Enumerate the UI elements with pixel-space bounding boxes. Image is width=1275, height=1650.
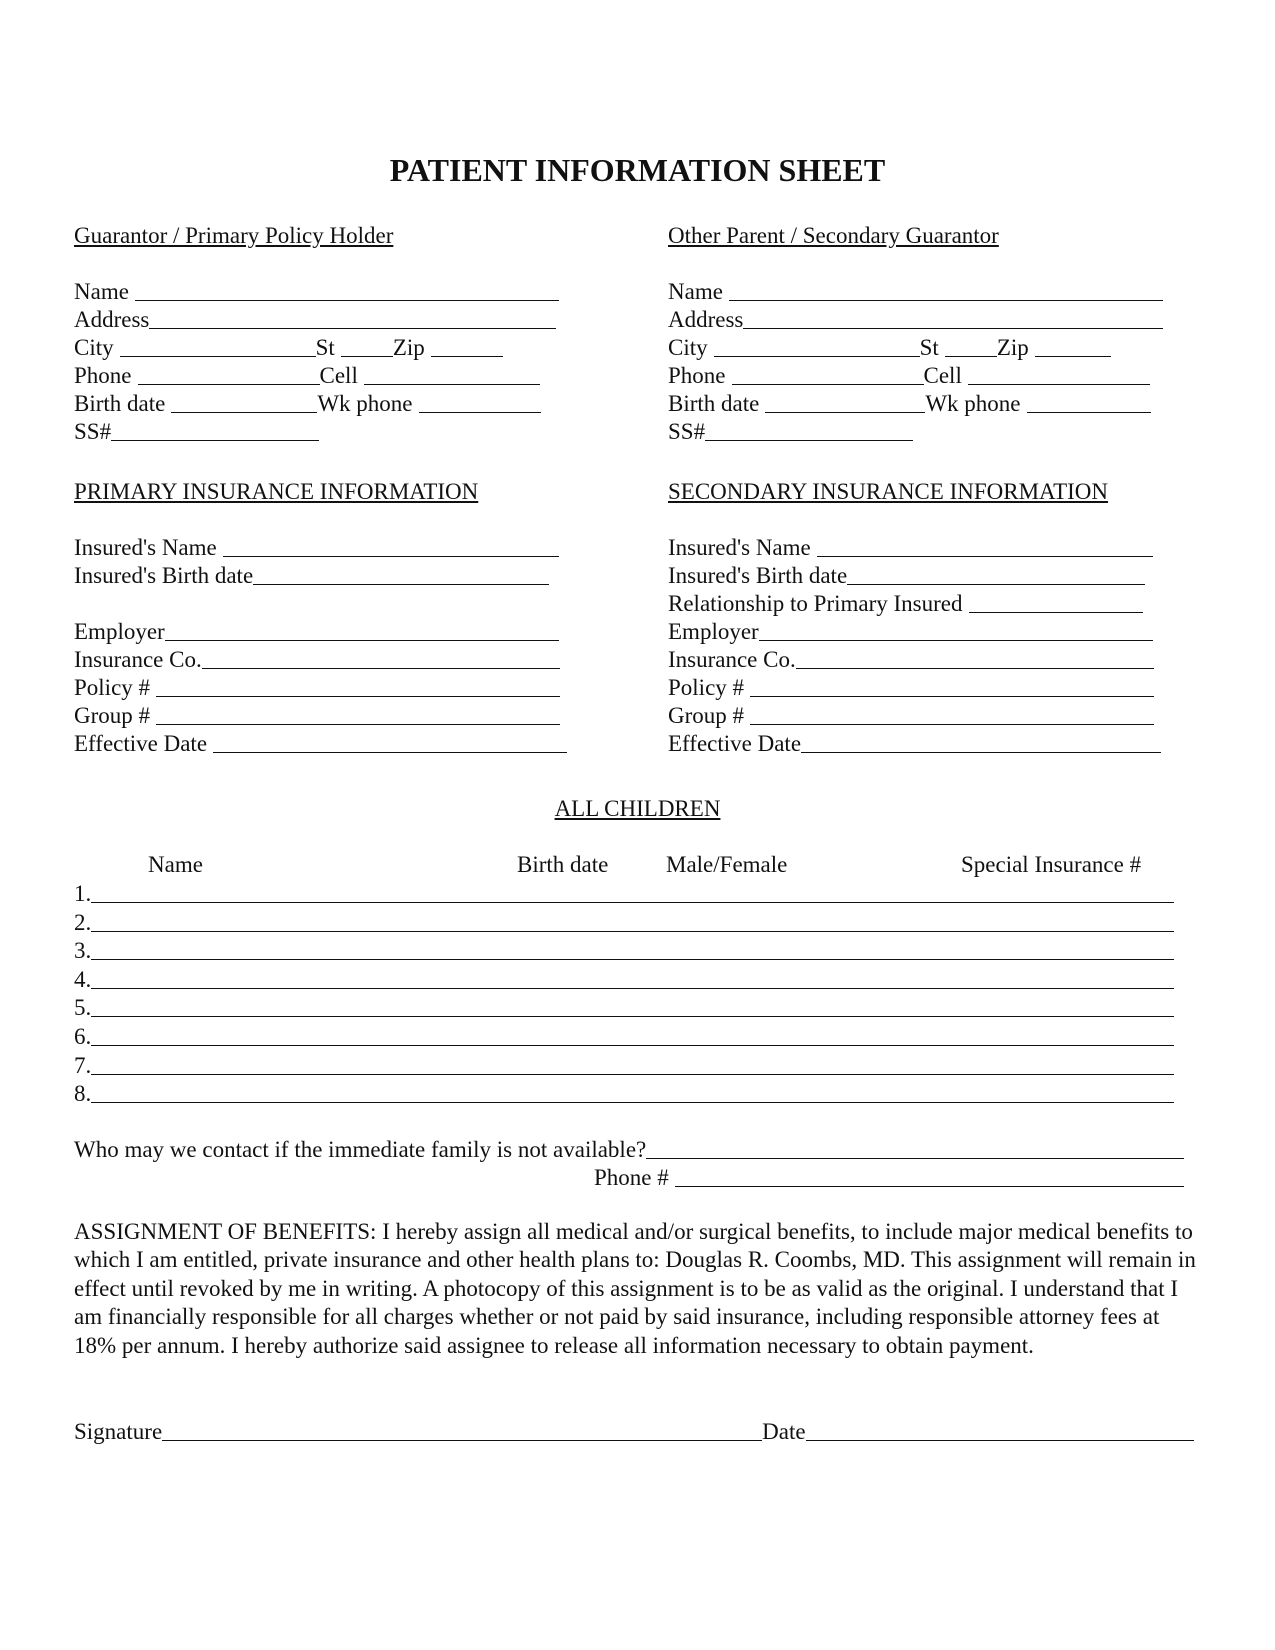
guarantor-ss-field[interactable] xyxy=(111,439,319,441)
primary-policy-field[interactable] xyxy=(156,695,560,697)
guarantor-heading: Guarantor / Primary Policy Holder xyxy=(74,223,394,248)
primary-effective-label: Effective Date xyxy=(74,731,208,756)
signature-label: Signature xyxy=(74,1419,163,1444)
secondary-ss-label: SS# xyxy=(668,419,706,444)
secondary-address-field[interactable] xyxy=(743,327,1163,329)
child-row-number: 8. xyxy=(74,1081,92,1107)
child-row-number: 3. xyxy=(74,938,92,964)
guarantor-birthdate-label: Birth date xyxy=(74,391,166,416)
secondary-st-field[interactable] xyxy=(945,355,997,357)
children-heading: ALL CHILDREN xyxy=(554,796,721,821)
guarantor-birthdate-field[interactable] xyxy=(171,411,317,413)
guarantor-section xyxy=(74,222,584,446)
secondary-ss-field[interactable] xyxy=(705,439,913,441)
child-row[interactable] xyxy=(74,966,1174,995)
guarantor-st-label: St xyxy=(315,335,335,360)
secondary-birthdate-field[interactable] xyxy=(765,411,925,413)
child-row-field[interactable] xyxy=(91,1073,1174,1075)
guarantor-phone-label: Phone xyxy=(74,363,132,388)
secondary-city-label: City xyxy=(668,335,708,360)
primary-employer-label: Employer xyxy=(74,619,165,644)
date-field[interactable] xyxy=(806,1439,1194,1441)
children-list xyxy=(74,880,1174,1109)
emergency-contact-section xyxy=(74,1136,1184,1192)
child-row-number: 6. xyxy=(74,1023,92,1049)
child-row[interactable] xyxy=(74,1080,1174,1109)
child-row-number: 5. xyxy=(74,995,92,1021)
guarantor-zip-label: Zip xyxy=(392,335,425,360)
primary-insurance-section xyxy=(74,478,584,758)
child-row-field[interactable] xyxy=(91,901,1174,903)
secondary-effective-label: Effective Date xyxy=(668,731,802,756)
guarantor-wkphone-field[interactable] xyxy=(419,411,541,413)
contact-phone-label: Phone # xyxy=(594,1165,669,1190)
primary-group-field[interactable] xyxy=(156,723,560,725)
primary-insurance-co-label: Insurance Co. xyxy=(74,647,202,672)
children-column-headers xyxy=(0,851,1275,879)
child-row-field[interactable] xyxy=(91,987,1174,989)
signature-section xyxy=(74,1418,1194,1446)
secondary-birthdate-label: Birth date xyxy=(668,391,760,416)
secondary-guarantor-section xyxy=(668,222,1188,446)
primary-effective-field[interactable] xyxy=(213,751,567,753)
child-row[interactable] xyxy=(74,909,1174,938)
child-row-number: 7. xyxy=(74,1052,92,1078)
date-label: Date xyxy=(762,1419,806,1444)
guarantor-wkphone-label: Wk phone xyxy=(317,391,413,416)
child-row-number: 2. xyxy=(74,909,92,935)
child-row-field[interactable] xyxy=(91,958,1174,960)
guarantor-address-field[interactable] xyxy=(149,327,556,329)
secondary-phone-field[interactable] xyxy=(732,383,924,385)
guarantor-ss-label: SS# xyxy=(74,419,112,444)
secondary-insurance-co-field[interactable] xyxy=(796,667,1154,669)
primary-policy-label: Policy # xyxy=(74,675,151,700)
secondary-insurance-heading: SECONDARY INSURANCE INFORMATION xyxy=(668,479,1109,504)
children-col-sex: Male/Female xyxy=(666,852,788,877)
children-col-name: Name xyxy=(148,852,203,877)
secondary-name-field[interactable] xyxy=(729,299,1163,301)
secondary-zip-field[interactable] xyxy=(1035,355,1111,357)
secondary-st-label: St xyxy=(919,335,939,360)
primary-insurance-co-field[interactable] xyxy=(202,667,560,669)
secondary-zip-label: Zip xyxy=(996,335,1029,360)
secondary-group-field[interactable] xyxy=(750,723,1154,725)
secondary-guarantor-heading: Other Parent / Secondary Guarantor xyxy=(668,223,999,248)
secondary-address-label: Address xyxy=(668,307,744,332)
secondary-cell-label: Cell xyxy=(923,363,962,388)
primary-group-label: Group # xyxy=(74,703,151,728)
secondary-phone-label: Phone xyxy=(668,363,726,388)
child-row[interactable] xyxy=(74,1052,1174,1081)
secondary-policy-field[interactable] xyxy=(750,695,1154,697)
contact-phone-field[interactable] xyxy=(675,1185,1184,1187)
secondary-effective-field[interactable] xyxy=(801,751,1161,753)
primary-insured-name-label: Insured's Name xyxy=(74,535,217,560)
secondary-relationship-field[interactable] xyxy=(969,611,1143,613)
assignment-of-benefits: ASSIGNMENT OF BENEFITS: I hereby assign all medical and/or surgical benefits, to include major medical benefits to which I am entitled, private insurance and other health plans to: Douglas R. Coombs, MD. This assignment will remain in effect until revoked by me in writing. A photocopy of this assignment is to be as valid as the original. I understand that I am financially responsible for all charges whether or not paid by said insurance, including responsible attorney fees at 18% per annum. I hereby authorize said assignee to release all information necessary to obtain payment. xyxy=(74,1219,1196,1358)
primary-insurance-heading: PRIMARY INSURANCE INFORMATION xyxy=(74,479,479,504)
guarantor-cell-label: Cell xyxy=(319,363,358,388)
primary-employer-field[interactable] xyxy=(165,639,559,641)
children-col-insurance: Special Insurance # xyxy=(961,852,1142,877)
secondary-name-label: Name xyxy=(668,279,723,304)
secondary-employer-label: Employer xyxy=(668,619,759,644)
child-row-number: 1. xyxy=(74,881,92,906)
child-row-field[interactable] xyxy=(91,1101,1174,1103)
signature-field[interactable] xyxy=(162,1439,762,1441)
child-row[interactable] xyxy=(74,994,1174,1023)
secondary-policy-label: Policy # xyxy=(668,675,745,700)
secondary-cell-field[interactable] xyxy=(968,383,1150,385)
guarantor-cell-field[interactable] xyxy=(364,383,540,385)
child-row-number: 4. xyxy=(74,966,92,992)
secondary-relationship-label: Relationship to Primary Insured xyxy=(668,591,963,616)
secondary-wkphone-label: Wk phone xyxy=(925,391,1021,416)
page-title: PATIENT INFORMATION SHEET xyxy=(389,152,886,188)
secondary-insured-name-field[interactable] xyxy=(817,555,1153,557)
secondary-group-label: Group # xyxy=(668,703,745,728)
secondary-insured-birth-field[interactable] xyxy=(847,583,1145,585)
guarantor-name-label: Name xyxy=(74,279,129,304)
children-col-birthdate: Birth date xyxy=(517,852,609,877)
contact-question: Who may we contact if the immediate family is not available? xyxy=(74,1137,647,1162)
child-row-field[interactable] xyxy=(91,930,1174,932)
guarantor-city-field[interactable] xyxy=(120,355,316,357)
primary-insured-name-field[interactable] xyxy=(223,555,559,557)
secondary-wkphone-field[interactable] xyxy=(1027,411,1151,413)
contact-name-field[interactable] xyxy=(646,1157,1184,1159)
child-row[interactable] xyxy=(74,1023,1174,1052)
primary-insured-birth-field[interactable] xyxy=(253,583,549,585)
child-row[interactable] xyxy=(74,937,1174,966)
secondary-city-field[interactable] xyxy=(714,355,920,357)
guarantor-phone-field[interactable] xyxy=(138,383,320,385)
guarantor-address-label: Address xyxy=(74,307,150,332)
primary-insured-birth-label: Insured's Birth date xyxy=(74,563,254,588)
guarantor-zip-field[interactable] xyxy=(431,355,503,357)
secondary-insured-name-label: Insured's Name xyxy=(668,535,811,560)
secondary-insurance-section xyxy=(668,478,1188,758)
guarantor-name-field[interactable] xyxy=(135,299,559,301)
secondary-insured-birth-label: Insured's Birth date xyxy=(668,563,848,588)
guarantor-city-label: City xyxy=(74,335,114,360)
child-row[interactable] xyxy=(74,880,1174,909)
child-row-field[interactable] xyxy=(91,1044,1174,1046)
secondary-employer-field[interactable] xyxy=(759,639,1153,641)
secondary-insurance-co-label: Insurance Co. xyxy=(668,647,796,672)
child-row-field[interactable] xyxy=(91,1015,1174,1017)
guarantor-st-field[interactable] xyxy=(341,355,393,357)
